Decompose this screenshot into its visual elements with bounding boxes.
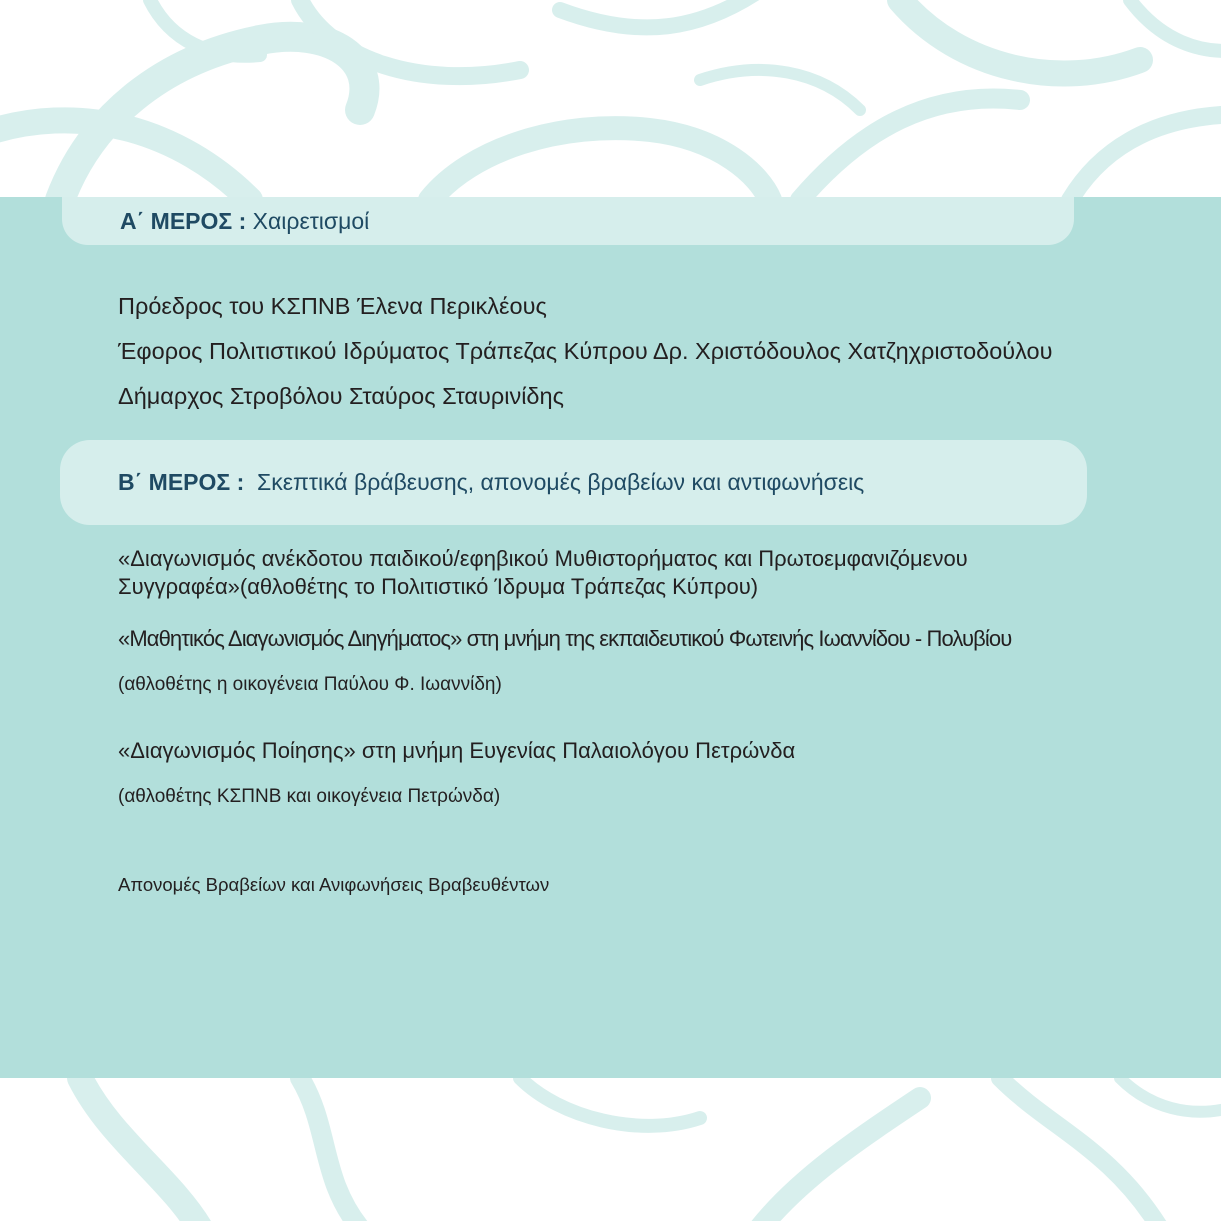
part-a-header	[62, 197, 1074, 245]
competition-3-sponsor: (αθλοθέτης ΚΣΠΝΒ και οικογένεια Πετρώνδα)	[118, 786, 501, 807]
part-b-label: Β΄ ΜΕΡΟΣ :	[118, 469, 245, 495]
competition-1-line-2: Συγγραφέα»(αθλοθέτης το Πολιτιστικό Ίδρυμα Τράπεζας Κύπρου)	[118, 574, 759, 599]
competition-3-title: «Διαγωνισμός Ποίησης» στη μνήμη Ευγενίας Παλαιολόγου Πετρώνδα	[118, 738, 796, 763]
speaker-3: Δήμαρχος Στροβόλου Σταύρος Σταυρινίδης	[118, 383, 564, 409]
programme-panel	[0, 197, 1221, 1078]
flourish-ornament-bottom	[0, 1078, 1221, 1221]
part-b-title-text: Σκεπτικά βράβευσης, απονομές βραβείων και αντιφωνήσεις	[257, 469, 865, 495]
part-b-title	[244, 469, 864, 496]
competition-2-sponsor: (αθλοθέτης η οικογένεια Παύλου Φ. Ιωαννίδη)	[118, 674, 502, 695]
part-a-title-text: Χαιρετισμοί	[252, 207, 370, 234]
competition-1-line-1: «Διαγωνισμός ανέκδοτου παιδικού/εφηβικού Μυθιστορήματος και Πρωτοεμφανιζόμενου	[118, 546, 968, 571]
part-a-title	[246, 208, 369, 235]
part-a-label: Α΄ ΜΕΡΟΣ :	[120, 207, 247, 234]
speaker-1: Πρόεδρος του ΚΣΠΝΒ Έλενα Περικλέους	[118, 293, 547, 319]
flourish-ornament-top	[0, 0, 1221, 200]
closing-line: Απονομές Βραβείων και Ανιφωνήσεις Βραβευθέντων	[118, 874, 550, 895]
part-b-header	[60, 440, 1087, 525]
speaker-2: Έφορος Πολιτιστικού Ιδρύματος Τράπεζας Κύπρου Δρ. Χριστόδουλος Χατζηχριστοδούλου	[118, 338, 1053, 364]
competition-2-title: «Μαθητικός Διαγωνισμός Διηγήματος» στη μνήμη της εκπαιδευτικού Φωτεινής Ιωαννίδου - Πολυβίου	[118, 626, 1012, 651]
